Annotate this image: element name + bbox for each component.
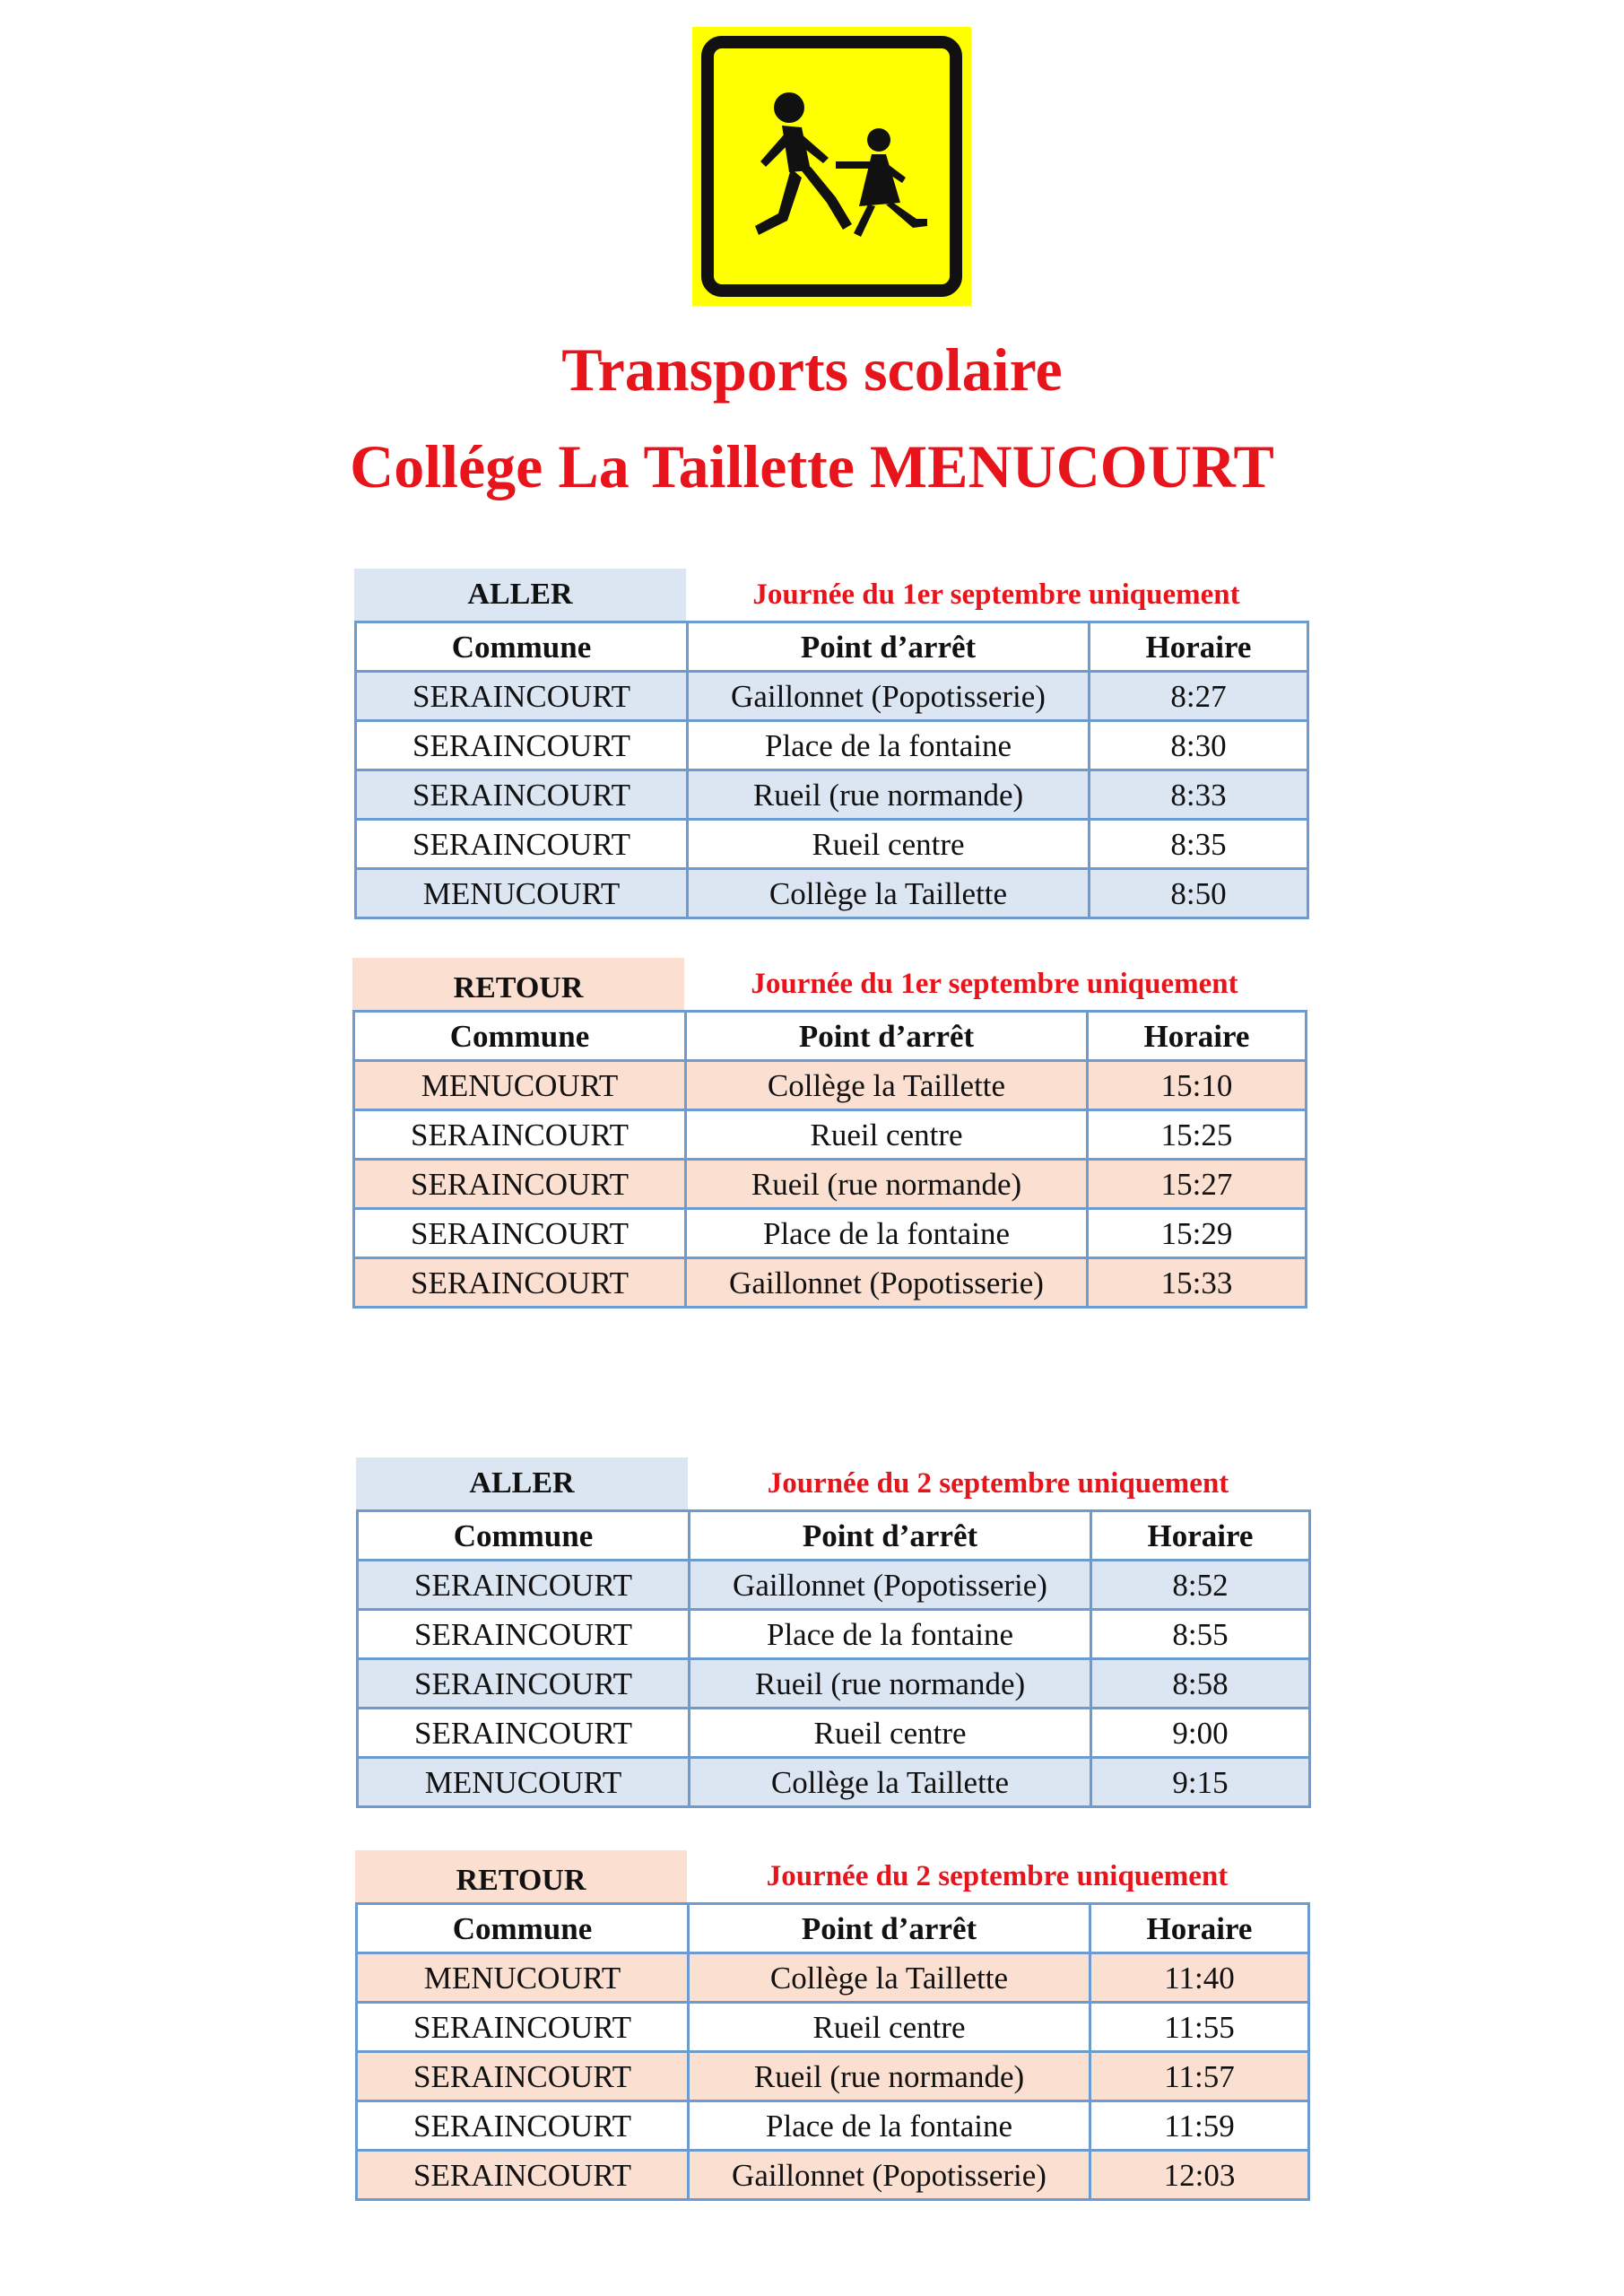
time-cell: 15:33 — [1088, 1258, 1307, 1308]
stop-cell: Collège la Taillette — [690, 1758, 1091, 1807]
time-cell: 9:15 — [1091, 1758, 1310, 1807]
time-cell: 8:35 — [1090, 820, 1308, 869]
time-cell: 15:10 — [1088, 1061, 1307, 1110]
column-header-commune: Commune — [357, 1904, 689, 1953]
table-row — [358, 1610, 1310, 1659]
date-note: Journée du 2 septembre uniquement — [766, 1860, 1229, 1892]
table-row — [358, 1659, 1310, 1709]
table-header-row — [357, 1904, 1309, 1953]
schedule-retour-sept-1 — [352, 958, 1305, 1309]
commune-cell: SERAINCOURT — [354, 1110, 686, 1160]
stop-cell: Gaillonnet (Popotisserie) — [689, 2151, 1090, 2200]
stop-cell: Rueil centre — [689, 2003, 1090, 2052]
page-subtitle: Collége La Taillette MENUCOURT — [350, 432, 1274, 500]
timetable — [354, 621, 1309, 919]
commune-cell: MENUCOURT — [354, 1061, 686, 1110]
table-row — [356, 869, 1308, 918]
stop-cell: Rueil (rue normande) — [688, 770, 1090, 820]
commune-cell: MENUCOURT — [356, 869, 688, 918]
table-row — [356, 721, 1308, 770]
time-cell: 8:58 — [1091, 1659, 1310, 1709]
table-row — [357, 1953, 1309, 2003]
stop-cell: Place de la fontaine — [689, 2101, 1090, 2151]
date-note: Journée du 2 septembre uniquement — [767, 1467, 1229, 1500]
stop-cell: Collège la Taillette — [688, 869, 1090, 918]
direction-label: RETOUR — [352, 958, 684, 1010]
direction-label: RETOUR — [355, 1850, 687, 1902]
stop-cell: Collège la Taillette — [686, 1061, 1088, 1110]
stop-cell: Gaillonnet (Popotisserie) — [686, 1258, 1088, 1308]
time-cell: 8:30 — [1090, 721, 1308, 770]
table-header-row — [354, 1012, 1307, 1061]
column-header-time: Horaire — [1088, 1012, 1307, 1061]
commune-cell: SERAINCOURT — [354, 1160, 686, 1209]
commune-cell: MENUCOURT — [358, 1758, 690, 1807]
timetable — [352, 1010, 1307, 1309]
time-cell: 8:33 — [1090, 770, 1308, 820]
stop-cell: Place de la fontaine — [688, 721, 1090, 770]
column-header-commune: Commune — [358, 1511, 690, 1561]
stop-cell: Place de la fontaine — [690, 1610, 1091, 1659]
table-row — [354, 1110, 1307, 1160]
commune-cell: SERAINCOURT — [358, 1709, 690, 1758]
date-note: Journée du 1er septembre uniquement — [752, 578, 1240, 611]
timetable — [355, 1902, 1310, 2201]
column-header-time: Horaire — [1091, 1511, 1310, 1561]
column-header-stop: Point d’arrêt — [688, 622, 1090, 672]
table-row — [354, 1209, 1307, 1258]
table-row — [358, 1561, 1310, 1610]
stop-cell: Gaillonnet (Popotisserie) — [688, 672, 1090, 721]
column-header-commune: Commune — [356, 622, 688, 672]
schedule-aller-sept-1 — [354, 569, 1307, 919]
time-cell: 15:25 — [1088, 1110, 1307, 1160]
table-row — [358, 1709, 1310, 1758]
commune-cell: SERAINCOURT — [358, 1610, 690, 1659]
time-cell: 12:03 — [1090, 2151, 1309, 2200]
commune-cell: SERAINCOURT — [356, 672, 688, 721]
time-cell: 11:59 — [1090, 2101, 1309, 2151]
timetable — [356, 1509, 1311, 1808]
direction-label: ALLER — [356, 1457, 688, 1509]
table-row — [357, 2151, 1309, 2200]
commune-cell: SERAINCOURT — [357, 2101, 689, 2151]
time-cell: 8:50 — [1090, 869, 1308, 918]
stop-cell: Place de la fontaine — [686, 1209, 1088, 1258]
time-cell: 15:27 — [1088, 1160, 1307, 1209]
stop-cell: Rueil centre — [686, 1110, 1088, 1160]
table-row — [354, 1160, 1307, 1209]
table-row — [356, 672, 1308, 721]
stop-cell: Collège la Taillette — [689, 1953, 1090, 2003]
direction-label: ALLER — [354, 569, 686, 621]
column-header-stop: Point d’arrêt — [686, 1012, 1088, 1061]
table-row — [356, 770, 1308, 820]
time-cell: 9:00 — [1091, 1709, 1310, 1758]
school-children-crossing-icon — [692, 27, 971, 306]
commune-cell: MENUCOURT — [357, 1953, 689, 2003]
commune-cell: SERAINCOURT — [358, 1561, 690, 1610]
commune-cell: SERAINCOURT — [357, 2151, 689, 2200]
commune-cell: SERAINCOURT — [357, 2003, 689, 2052]
stop-cell: Rueil (rue normande) — [690, 1659, 1091, 1709]
time-cell: 8:52 — [1091, 1561, 1310, 1610]
table-row — [357, 2052, 1309, 2101]
commune-cell: SERAINCOURT — [358, 1659, 690, 1709]
time-cell: 11:40 — [1090, 1953, 1309, 2003]
commune-cell: SERAINCOURT — [356, 820, 688, 869]
commune-cell: SERAINCOURT — [354, 1258, 686, 1308]
stop-cell: Rueil centre — [690, 1709, 1091, 1758]
commune-cell: SERAINCOURT — [354, 1209, 686, 1258]
date-note: Journée du 1er septembre uniquement — [751, 968, 1238, 1000]
stop-cell: Rueil (rue normande) — [686, 1160, 1088, 1209]
commune-cell: SERAINCOURT — [356, 721, 688, 770]
table-row — [357, 2003, 1309, 2052]
time-cell: 8:27 — [1090, 672, 1308, 721]
table-row — [354, 1258, 1307, 1308]
commune-cell: SERAINCOURT — [357, 2052, 689, 2101]
column-header-stop: Point d’arrêt — [689, 1904, 1090, 1953]
table-row — [358, 1758, 1310, 1807]
schedule-retour-sept-2 — [355, 1850, 1307, 2201]
time-cell: 15:29 — [1088, 1209, 1307, 1258]
time-cell: 11:57 — [1090, 2052, 1309, 2101]
time-cell: 8:55 — [1091, 1610, 1310, 1659]
table-row — [356, 820, 1308, 869]
time-cell: 11:55 — [1090, 2003, 1309, 2052]
column-header-commune: Commune — [354, 1012, 686, 1061]
stop-cell: Rueil centre — [688, 820, 1090, 869]
table-header-row — [358, 1511, 1310, 1561]
table-header-row — [356, 622, 1308, 672]
commune-cell: SERAINCOURT — [356, 770, 688, 820]
stop-cell: Rueil (rue normande) — [689, 2052, 1090, 2101]
stop-cell: Gaillonnet (Popotisserie) — [690, 1561, 1091, 1610]
schedule-aller-sept-2 — [356, 1457, 1308, 1808]
column-header-stop: Point d’arrêt — [690, 1511, 1091, 1561]
page-title: Transports scolaire — [561, 335, 1063, 404]
column-header-time: Horaire — [1090, 1904, 1309, 1953]
column-header-time: Horaire — [1090, 622, 1308, 672]
table-row — [357, 2101, 1309, 2151]
table-row — [354, 1061, 1307, 1110]
